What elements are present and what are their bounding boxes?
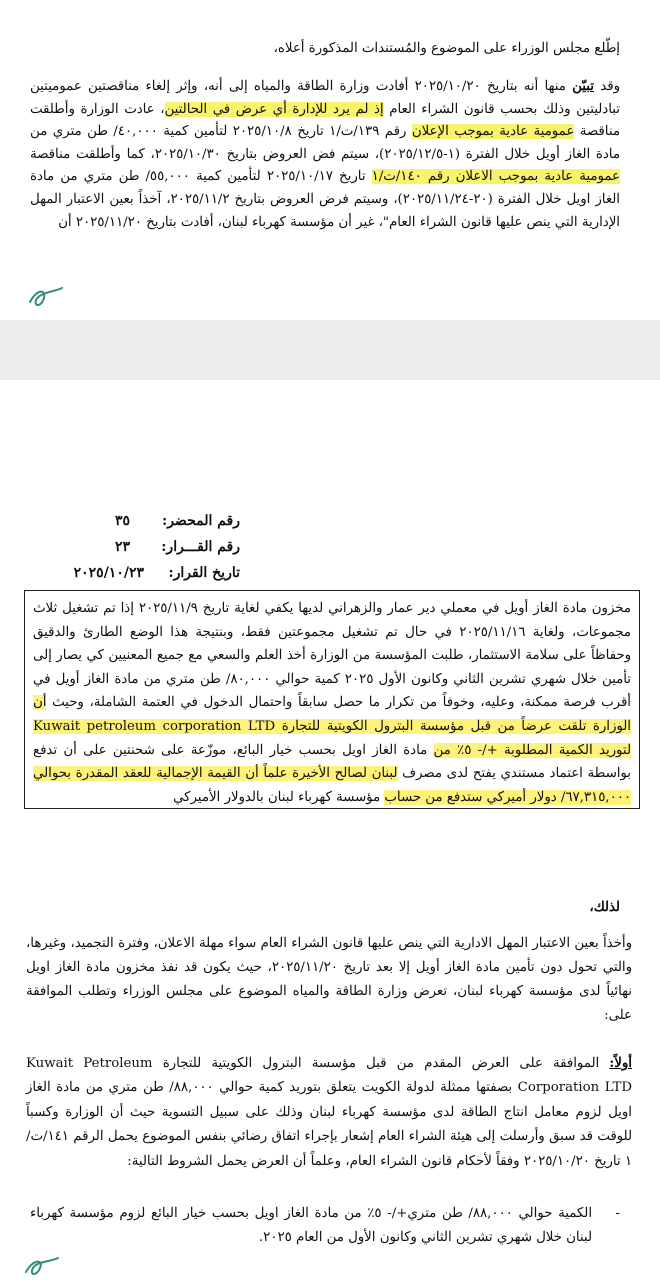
body-text: ، عادت الوزارة وأطلقت مناقصة bbox=[30, 101, 620, 140]
body-text: وأخذاً بعين الاعتبار المهل الادارية التي ينص عليها قانون الشراء العام سواء مهلة الاعلان، وفترة التجميد، وغيرها، والتي تحول دون تأمين مادة الغاز أويل إلا بعد تاريخ ٢٠٢٥/١١/٢٠، حيث يكون قد نفذ مخزون مادة الغاز اويل نهائياً لدى مؤسسة كهرباء لبنان، تعرض وزارة الطاقة والمياه الموضوع على مجلس الوزراء وتطلب الموافقة على: bbox=[26, 936, 633, 1023]
decision-number-value: ٢٣ bbox=[114, 539, 130, 555]
highlighted-text: عمومية عادية بموجب الإعلان bbox=[411, 124, 575, 140]
signature-mark-icon bbox=[22, 1250, 62, 1280]
record-number-value: ٣٥ bbox=[114, 513, 130, 529]
body-text: الموافقة على العرض المقدم من قبل مؤسسة البترول الكويتية للتجارة Kuwait Petroleum Corporation LTD بصفتها ممثلة لدولة الكويت يتعلق بتوريد كمية حوالي ٨٨,٠٠٠/ طن متري من مادة الغاز اويل لزوم معامل انتاج الطاقة لدى مؤسسة كهرباء لبنان وذلك على سبيل التسوية حيث أن الوزارة وكسباً للوقت قد سبق وأرسلت إلى هيئة الشراء العام إشعار بإجراء اتفاق رضائي بنفس الموضوع يحمل الرقم ١٤١/ت/١ تاريخ ٢٠٢٥/١٠/٢٠ وفقاً لأحكام قانون الشراء العام، وعلماً أن العرض يحمل الشروط التالية: bbox=[26, 1056, 632, 1169]
document-page-two bbox=[0, 380, 660, 1280]
conclusion-lead-text: لذلك، bbox=[589, 900, 620, 915]
conclusion-lead bbox=[420, 897, 620, 920]
item-one-label: أولاً: bbox=[609, 1056, 632, 1071]
body-text: وقد bbox=[593, 79, 621, 94]
intro-line bbox=[60, 38, 620, 61]
decision-number-label: رقم القـــرار: bbox=[161, 539, 240, 555]
bullet-mark: - bbox=[615, 1206, 620, 1221]
bullet-item bbox=[30, 1202, 620, 1250]
conclusion-paragraph bbox=[26, 932, 632, 1028]
record-number-label: رقم المحضر: bbox=[162, 513, 240, 529]
highlighted-text: إذ لم يرد للإدارة أي عرض في الحالتين bbox=[164, 101, 384, 117]
highlighted-text: لبنان لصالح الأخيرة علماً أن القيمة الإجمالية للعقد المقدرة بحوالي ٦٧,٣١٥,٠٠٠/ دولار أميركي ستدفع من حساب bbox=[33, 766, 631, 805]
body-text: مخزون مادة الغاز أويل في معملي دير عمار والزهراني لديها يكفي لغاية تاريخ ٢٠٢٥/١١/٩ إذا تم تشغيل ثلاث مجموعات، ولغاية ٢٠٢٥/١١/١٦ في حال تم تشغيل مجموعتين فقط، وبنتيجة هذا الوضع الطارئ والدقيق وحفاظاً على سلامة الاستثمار، طلبت المؤسسة من الوزارة أخذ العلم والسعي مع جميع المعنيين كي يصار إلى تأمين خلال شهري تشرين الثاني وكانون الأول ٢٠٢٥ كمية حوالي ٨٠,٠٠٠/ طن متري من مادة الغاز أويل في أقرب فرصة ممكنة، وعليه، وخوفاً من تكرار ما حصل سابقاً واحتمال الدخول في العتمة الشاملة، وحيث bbox=[33, 601, 632, 711]
intro-text: إطّلع مجلس الوزراء على الموضوع والمُستندات المذكورة أعلاه، bbox=[273, 41, 620, 56]
decision-date-label: تاريخ القرار: bbox=[168, 565, 240, 581]
body-text: تاريخ ٢٠٢٥/١٠/١٧ لتأمين كمية ٥٥,٠٠٠/ طن متري من مادة الغاز اويل خلال الفترة (٢٠-٢٠٢٥/١١/٢٤)، وسيتم فرض العروض بتاريخ ٢٠٢٥/١١/٢، آخذاً بعين الاعتبار المهل الإدارية التي ينص عليها قانون الشراء العام"، غير أن مؤسسة كهرباء لبنان، أفادت بتاريخ ٢٠٢٥/١١/٢٠ أن bbox=[30, 169, 620, 230]
body-text: منها أنه بتاريخ ٢٠٢٥/١٠/٢٠ أفادت وزارة الطاقة والمياه إلى أنه، وإثر إلغاء مناقصتين عموميتين تبادليتين وذلك بحسب قانون الشراء العام bbox=[30, 79, 620, 117]
highlighted-text: عمومية عادية بموجب الاعلان رقم ١٤٠/ت/١ bbox=[371, 169, 620, 185]
decision-date-value: ٢٠٢٥/١٠/٢٣ bbox=[73, 565, 144, 581]
item-one-paragraph bbox=[26, 1052, 632, 1174]
document-page-one bbox=[0, 0, 660, 320]
body-text: مادة الغاز اويل بحسب خيار البائع، موزّعة على شحنتين على أن تدفع بواسطة اعتماد مستندي يفتح لدى مصرف bbox=[33, 742, 631, 782]
page-one-body bbox=[30, 76, 620, 234]
body-text: مؤسسة كهرباء لبنان بالدولار الأميركي bbox=[173, 789, 385, 805]
framed-paragraph bbox=[33, 597, 631, 809]
highlighted-text: أن الوزارة تلقت عرضاً من قبل مؤسسة البترول الكويتية للتجارة Kuwait petroleum corporation LTD لتوريد الكمية المطلوبة +/- ٥٪ من bbox=[33, 695, 631, 758]
page-separator bbox=[0, 320, 660, 380]
signature-mark-icon bbox=[26, 282, 66, 312]
framed-paragraph-box bbox=[24, 590, 640, 809]
body-text: رقم ١٣٩/ت/١ تاريخ ٢٠٢٥/١٠/٨ لتأمين كمية ٤٠,٠٠٠/ طن متري من مادة الغاز أويل خلال الفترة (١-٢٠٢٥/١٢/٥)، سيتم فض العروض بتاريخ ٢٠٢٥/١٠/٣٠، كما وأطلقت مناقصة bbox=[30, 124, 620, 162]
body-bold-word: تبيّن bbox=[572, 79, 594, 94]
bullet-text: الكمية حوالي ٨٨,٠٠٠/ طن متري+/- ٥٪ من مادة الغاز اويل بحسب خيار البائع لزوم مؤسسة كهرباء لبنان خلال شهري تشرين الثاني وكانون الأول من العام ٢٠٢٥. bbox=[30, 1206, 593, 1245]
